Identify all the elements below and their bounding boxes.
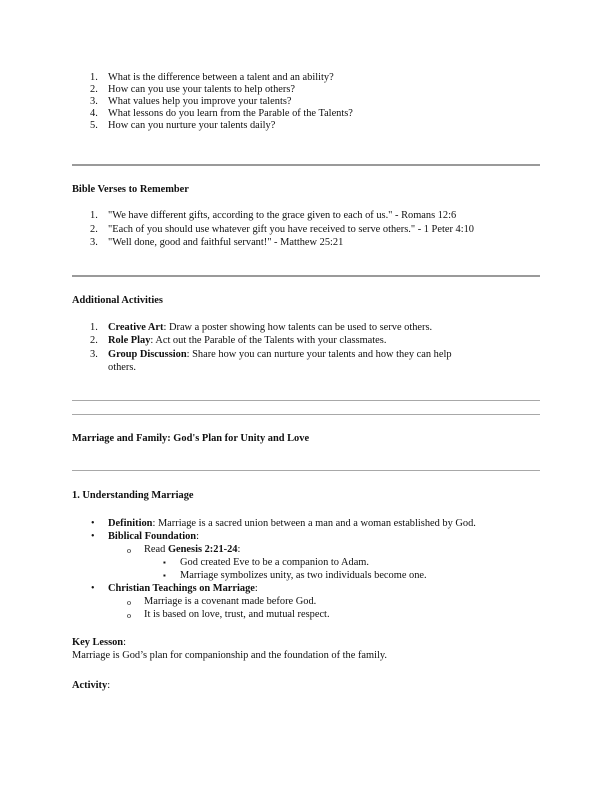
item-number: 1. (90, 322, 98, 333)
horizontal-rule (72, 275, 540, 277)
item-text: How can you nurture your talents daily? (108, 120, 276, 131)
item-number: 4. (90, 108, 98, 119)
key-lesson-title: Key Lesson (72, 637, 124, 648)
item-text (144, 544, 240, 556)
item-description: : Marriage is a sacred union between a man and a woman established by God. (152, 518, 476, 529)
item-text (108, 322, 432, 334)
item-text: What lessons do you learn from the Parable of the Talents? (108, 108, 353, 119)
item-text: How can you use your talents to help others? (108, 84, 295, 95)
item-text (108, 335, 386, 347)
bullet-disc-icon: • (91, 531, 95, 542)
marriage-section-title: Marriage and Family: God's Plan for Unity and Love (72, 433, 310, 444)
key-lesson-label (72, 637, 126, 648)
horizontal-rule (72, 414, 540, 415)
horizontal-rule (72, 164, 540, 166)
item-text (108, 518, 476, 530)
item-number: 5. (90, 120, 98, 131)
item-text-continuation: others. (108, 362, 136, 373)
activity-title: Activity (72, 680, 108, 691)
bullet-disc-icon: • (91, 518, 95, 529)
item-label: Biblical Foundation (108, 531, 197, 542)
item-label: Christian Teachings on Marriage (108, 583, 255, 594)
bible-verses-heading: Bible Verses to Remember (72, 184, 189, 195)
item-label: Role Play (108, 335, 151, 346)
item-text: "We have different gifts, according to the grace given to each of us." - Romans 12:6 (108, 210, 457, 221)
item-text: What is the difference between a talent and an ability? (108, 72, 334, 83)
item-number: 2. (90, 84, 98, 95)
item-text: "Each of you should use whatever gift you have received to serve others." - 1 Peter 4:10 (108, 224, 474, 235)
item-text: God created Eve to be a companion to Adam. (180, 557, 369, 568)
scripture-reference: Genesis 2:21-24 (167, 544, 238, 555)
activity-suffix: : (107, 680, 111, 691)
item-label: Creative Art (108, 322, 164, 333)
item-text: Marriage is a covenant made before God. (144, 596, 317, 607)
item-number: 3. (90, 237, 98, 248)
key-lesson-suffix: : (123, 637, 126, 648)
bullet-disc-icon: • (91, 583, 95, 594)
item-number: 2. (90, 224, 98, 235)
item-text (108, 531, 199, 543)
item-text: What values help you improve your talents? (108, 96, 292, 107)
item-description: : Draw a poster showing how talents can be used to serve others. (163, 322, 433, 333)
activity-label (72, 680, 110, 691)
item-label: Definition (108, 518, 153, 529)
item-text: Marriage symbolizes unity, as two individuals become one. (180, 570, 427, 581)
horizontal-rule (72, 470, 540, 471)
item-label: Group Discussion (108, 349, 187, 360)
item-number: 1. (90, 72, 98, 83)
bullet-circle-icon: o (127, 546, 131, 555)
item-suffix: : (254, 583, 258, 594)
item-text: It is based on love, trust, and mutual respect. (144, 609, 330, 620)
item-number: 3. (90, 96, 98, 107)
item-text (108, 349, 452, 361)
item-description: : Act out the Parable of the Talents with your classmates. (150, 335, 387, 346)
item-description: : Share how you can nurture your talents and how they can help (186, 349, 452, 360)
bullet-circle-icon: o (127, 611, 131, 620)
key-lesson-text: Marriage is God’s plan for companionship and the foundation of the family. (72, 650, 388, 661)
item-number: 1. (90, 210, 98, 221)
bullet-square-icon: ▪ (163, 558, 166, 567)
item-suffix: : (196, 531, 199, 542)
item-suffix: : (237, 544, 241, 555)
item-number: 2. (90, 335, 98, 346)
bullet-circle-icon: o (127, 598, 131, 607)
item-text: "Well done, good and faithful servant!" - Matthew 25:21 (108, 237, 344, 248)
additional-activities-heading: Additional Activities (72, 295, 163, 306)
horizontal-rule (72, 400, 540, 401)
item-number: 3. (90, 349, 98, 360)
understanding-marriage-heading: 1. Understanding Marriage (72, 490, 194, 501)
bullet-square-icon: ▪ (163, 571, 166, 580)
read-prefix: Read (144, 544, 168, 555)
item-text (108, 583, 258, 595)
